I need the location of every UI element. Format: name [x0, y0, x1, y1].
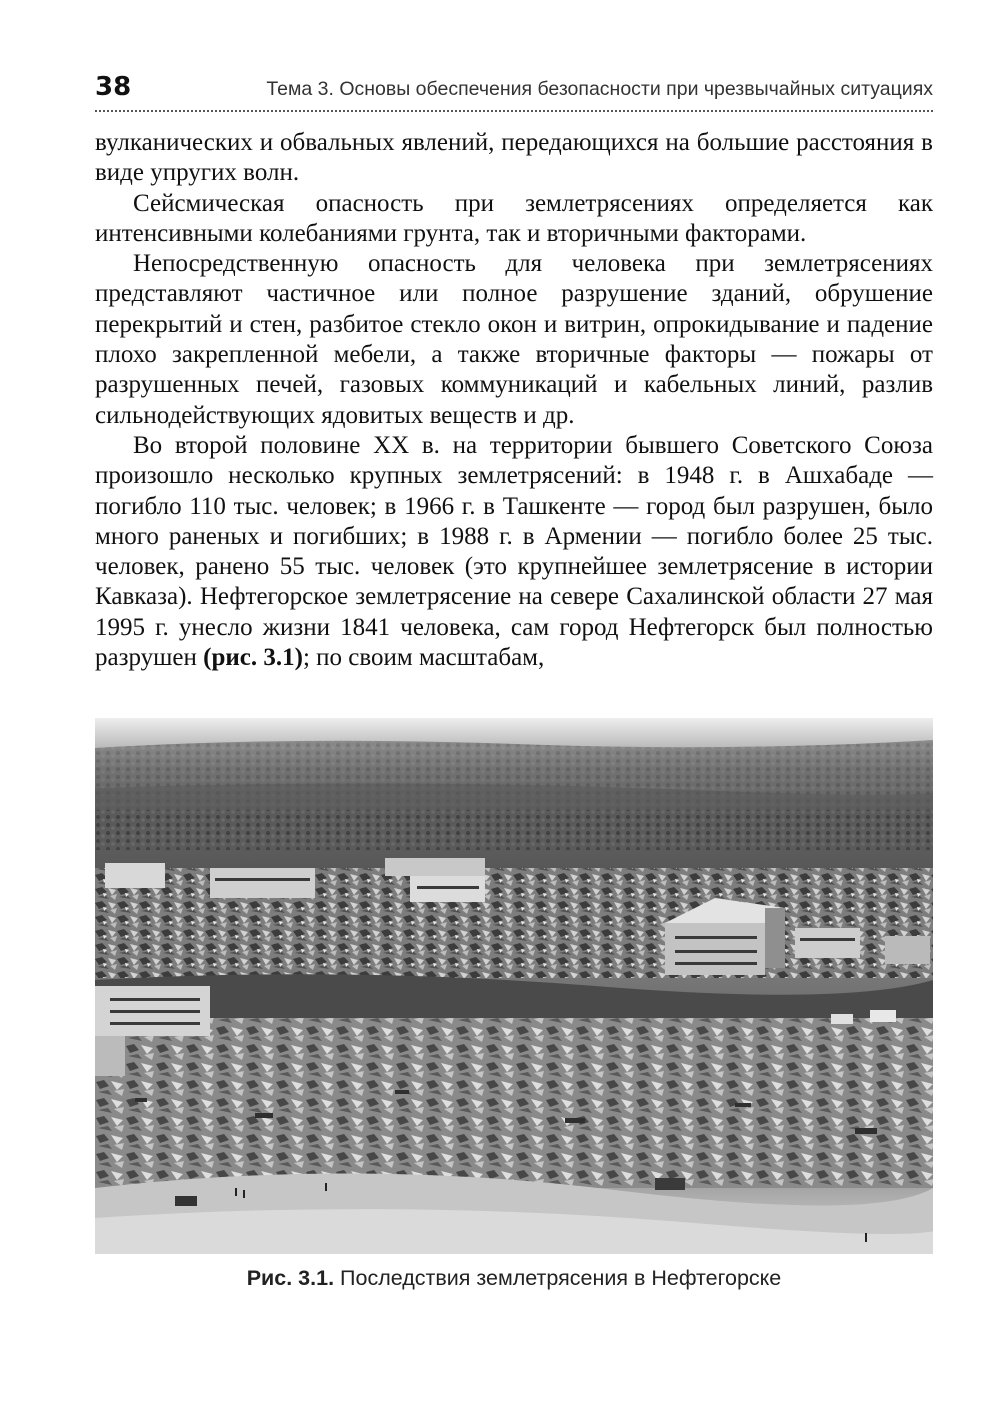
paragraph-4	[95, 431, 933, 673]
paragraph-4-tail: ; по своим масштабам,	[302, 644, 545, 672]
running-title: Тема 3. Основы обеспечения безопасности при чрезвычайных ситуациях	[266, 78, 933, 100]
body-text	[95, 128, 933, 673]
paragraph-4-text: Во второй половине XX в. на территории бывшего Советского Союза произошло несколько крупных землетрясений: в 1948 г. в Ашхабаде — погибло 110 тыс. человек; в 1966 г. в Ташкенте — город был разрушен, было много раненых и погибших; в 1988 г. в Армении — погибло более 25 тыс. человек, ранено 55 тыс. человек (это крупнейшее землетрясение в истории Кавказа). Нефтегорское землетрясение на севере Сахалинской области 27 мая 1995 г. унесло жизни 1841 человека, сам город Нефтегорск был полностью разрушен	[95, 431, 933, 672]
figure-reference[interactable]: (рис. 3.1)	[203, 644, 303, 672]
page-number: 38	[95, 72, 132, 102]
figure-caption	[95, 1266, 933, 1291]
paragraph-2: Сейсмическая опасность при землетрясениях определяется как интенсивными колебаниями грунта, так и вторичными факторами.	[95, 189, 933, 247]
paragraph-3: Непосредственную опасность для человека при землетрясениях представляют частичное или полное разрушение зданий, обрушение перекрытий и стен, разбитое стекло окон и витрин, опрокидывание и падение плохо закрепленной мебели, а также вторичные факторы — пожары от разрушенных печей, газовых коммуникаций и кабельных линий, разлив сильнодействующих ядовитых веществ и др.	[95, 250, 933, 429]
paragraph-1: вулканических и обвальных явлений, передающихся на большие расстояния в виде упругих волн.	[95, 129, 933, 187]
caption-text: Последствия землетрясения в Нефтегорске	[340, 1266, 782, 1290]
caption-label: Рис. 3.1.	[246, 1266, 335, 1290]
earthquake-photo	[95, 718, 933, 1254]
running-header	[95, 70, 933, 112]
photo-illustration	[95, 718, 933, 1254]
